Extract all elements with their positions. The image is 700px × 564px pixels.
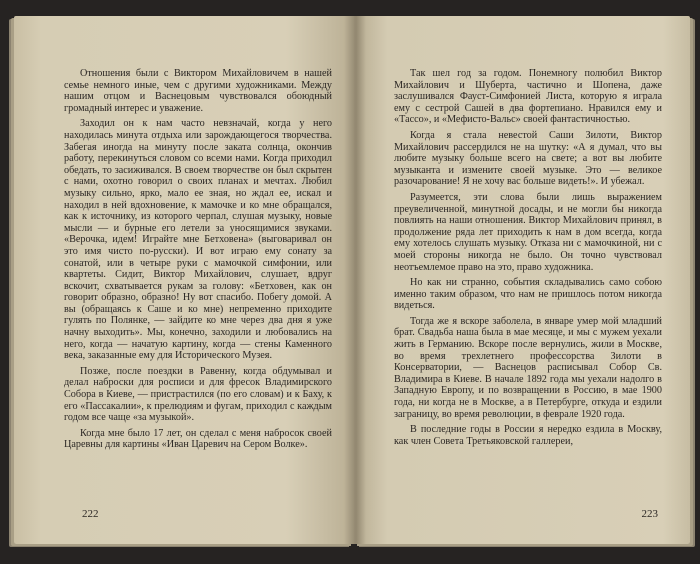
open-book (8, 16, 694, 556)
paragraph: В последние годы в России я нередко ездила в Москву, как член Совета Третьяковской галлереи, (394, 424, 662, 447)
paragraph: Но как ни странно, события складывались само собою именно таким образом, что нам не пришлось потом никогда видеться. (394, 277, 662, 312)
paragraph: Так шел год за годом. Понемногу полюбил Виктор Михайлович и Шуберта, частично и Шопена, даже заслушивался Фауст-Симфонией Листа, которую я играла ему с сестрой Сашей в два фортепиано. Нравился ему и «Тассо», и «Мефисто-Вальс» своей фантастичностью. (394, 68, 662, 126)
paragraph: Когда мне было 17 лет, он сделал с меня набросок своей Царевны для картины «Иван Царевич на Сером Волке». (64, 427, 332, 451)
paragraph: Разумеется, эти слова были лишь выражением преувеличенной, минутной досады, и не могли бы никогда повлиять на наши отношения. Виктор Михайлович принял, в продолжение ряда лет приходить к нам в дом всегда, когда ему хотелось слушать музыку. Отказа ни с мамочкиной, ни с моей стороны никогда не было. Он точно чувствовал неотъемлемое право на это, право художника. (394, 191, 662, 273)
paragraph: Позже, после поездки в Равенну, когда обдумывал и делал наброски для росписи и для фресок Владимирского Собора в Киеве, — пристрастился (по его словам) и к Баху, к его «Пассакалии», к прелюдиям и фугам, приходил с каждым годом все чаще «за музыкой». (64, 365, 332, 424)
right-page (354, 16, 690, 544)
left-page-text (64, 68, 332, 455)
page-number: 223 (641, 508, 658, 520)
page-number: 222 (82, 508, 99, 520)
paragraph: Когда я стала невестой Саши Зилоти, Виктор Михайлович рассердился не на шутку: «А я думал, что вы любите музыку больше всего на свете; а вот вы любите музыканта и измените своей музыке. Это — великое разочарование! Я не хочу вас больше видеть!». И убежал. (394, 129, 662, 188)
right-page-text (394, 68, 662, 451)
paragraph: Заходил он к нам часто невзначай, когда у него находилась минута отдыха или зарождающегося творчества. Забегая иногда на минуту после заката солнца, окончив работу, перекинуться словом со всеми нами. Когда приходил обедать, то засиживался. В своем творчестве он был скрытен с нами, охотно говорил о своих планах и мечтах. Любил музыку сильно, ярко, мало ее зная, но ждал ее, искал и находил в ней вдохновение, к мамочке и ко мне обращался, как к источнику, из которого черпал, слушая музыку, новые мысли — и бурные его летели за уносящимися звуками. «Верочка, идем! Играйте мне Бетховена» (выговаривал он это имя чисто по-русски). И вот играю ему сонату за сонатой, или в четыре руки с мамочкой симфонии, или квартеты. Сидит, Виктор Михайлович, слушает, вдруг вскочит, схватывается рукам за голову: «Бетховен, как он говорит образно, образно! Ну вот спасибо. Побегу домой. А вы (обращаясь к Саше и ко мне) непременно приходите гулять по Полянке, — зайдите ко мне через два дня я уже начну выходить». Мы, конечно, заходили и любовались на него, когда — начатую картину, когда — стены Каменного века, заказанные ему для Исторического Музея. (64, 118, 332, 362)
left-page (14, 16, 354, 544)
paragraph: Тогда же я вскоре заболела, в январе умер мой младший брат. Свадьба наша была в мае месяце, и мы с мужем уехали жить в Германию. Вскоре после вернулись, жили в Москве, во время трехлетнего профессорства Зилоти в Консерватории, — Васнецов расписывал Собор Св. Владимира в Киеве. В начале 1892 года мы уехали надолго в Западную Европу, и по возвращении в Россию, в мае 1900 года, ни когда не в Москве, а в Петербурге, откуда и ездили заграницу, во время революции, в феврале 1920 года. (394, 315, 662, 420)
paragraph: Отношения были с Виктором Михайловичем в нашей семье немного иные, чем с другими художниками. Между нашим отцом и Васнецовым чувствовался обоюдный громадный интерес и уважение. (64, 68, 332, 114)
